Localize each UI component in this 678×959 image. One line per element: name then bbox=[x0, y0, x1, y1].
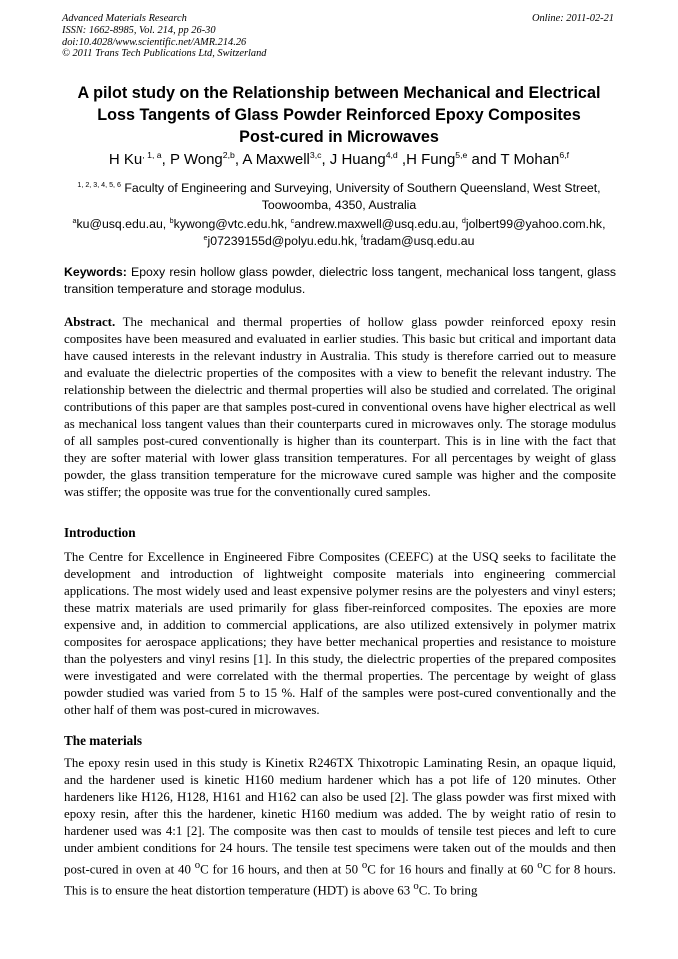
degree-mark: o bbox=[537, 859, 543, 871]
email-address: kywong@vtc.edu.hk, bbox=[173, 217, 291, 231]
degree-mark: o bbox=[194, 859, 201, 871]
materials-text: C for 16 hours, and then at 50 bbox=[200, 862, 362, 877]
email-address: j07239155d@polyu.edu.hk, bbox=[207, 234, 361, 248]
author-affiliation-mark: , 1, a bbox=[142, 150, 162, 160]
author-affiliation-mark: 2,b bbox=[222, 150, 235, 160]
degree-mark: o bbox=[413, 880, 419, 893]
abstract bbox=[64, 314, 616, 501]
materials-text: C for 8 hours. This is to ensure the heat distortion temperature (HDT) is above 63 bbox=[64, 862, 616, 898]
affiliation-line: Faculty of Engineering and Surveying, University of Southern Queensland, West Street, bbox=[120, 181, 601, 195]
introduction-paragraph: The Centre for Excellence in Engineered Fibre Composites (CEEFC) at the USQ seeks to facilitate the development and introduction of lightweight composite materials into engineering commercial applications. The most widely used and least expensive polymer resins are the polyesters and vinyl esters; these matrix materials are used primarily for glass fiber-reinforced composites. The epoxies are more expensive and, in addition to commercial applications, are also utilized extensively in polymer matrix composites for aerospace applications; they have better mechanical properties and resistance to moisture than the polyesters and vinyl resins [1]. In this study, the dielectric properties of the prepared composites were investigated and were correlated with the thermal properties. The percentage by weight of glass powder studied was varied from 5 to 15 %. Half of the samples were post-cured conventionally and the other half of them was post-cured in microwaves. bbox=[64, 550, 616, 717]
paper-title bbox=[54, 82, 624, 148]
online-date: Online: 2011-02-21 bbox=[531, 13, 614, 24]
materials-text: The epoxy resin used in this study is Kinetix R246TX Thixotropic Laminating Resin, an opaque liquid, and the hardener used is kinetic H160 medium hardener which has a pot life of 120 minutes. Other hardeners like H126, H128, H161 and H162 can also be used [2]. The glass powder was first mixed with epoxy resin, after this the hardener, kinetic H160 medium was added. The by weight ratio of resin to hardener used was 4:1 [2]. The composite was then cast to moulds of tensile test pieces and left to cure under ambient conditions for 24 hours. The tensile test specimens were taken out of the moulds and then post-cured in oven at 40 bbox=[64, 756, 616, 877]
author-name: , A Maxwell bbox=[234, 151, 310, 168]
email-address: ku@usq.edu.au, bbox=[76, 217, 170, 231]
author-affiliation-mark: 6,f bbox=[559, 150, 570, 160]
title-line: A pilot study on the Relationship between Mechanical and Electrical bbox=[77, 84, 601, 102]
materials-text: C. To bring bbox=[418, 883, 478, 898]
affiliation-line: Toowoomba, 4350, Australia bbox=[261, 198, 417, 212]
email-mark: d bbox=[461, 216, 466, 225]
author-affiliation-mark: 5,e bbox=[455, 150, 468, 160]
affiliation-mark: 1, 2, 3, 4, 5, 6 bbox=[77, 180, 121, 189]
author-name: H Ku bbox=[108, 151, 143, 168]
author-affiliation-mark: 4,d bbox=[385, 150, 398, 160]
email-address: tradam@usq.edu.au bbox=[362, 234, 475, 248]
author-affiliation-mark: 3,c bbox=[309, 150, 322, 160]
email-address: andrew.maxwell@usq.edu.au, bbox=[294, 217, 462, 231]
materials-text: C for 16 hours and finally at 60 bbox=[367, 862, 538, 877]
degree-mark: o bbox=[361, 859, 368, 871]
author-name: , P Wong bbox=[161, 151, 223, 168]
author-name: ,H Fung bbox=[397, 151, 456, 168]
email-mark: a bbox=[72, 216, 77, 225]
title-line: Loss Tangents of Glass Powder Reinforced Epoxy Composites bbox=[97, 106, 581, 124]
journal-header bbox=[62, 13, 614, 60]
author-list bbox=[40, 150, 638, 170]
keywords-label: Keywords: bbox=[64, 265, 127, 279]
email-address: jolbert99@yahoo.com.hk, bbox=[465, 217, 606, 231]
author-name: and T Mohan bbox=[467, 151, 560, 168]
abstract-label: Abstract. bbox=[64, 315, 116, 329]
email-mark: c bbox=[290, 216, 295, 225]
journal-issn: ISSN: 1662-8985, Vol. 214, pp 26-30 bbox=[62, 24, 216, 36]
section-heading-materials: The materials bbox=[64, 733, 143, 748]
journal-name: Advanced Materials Research bbox=[62, 13, 187, 24]
keywords bbox=[64, 264, 616, 298]
keywords-text: Epoxy resin hollow glass powder, dielectric loss tangent, mechanical loss tangent, glass transition temperature and storage modulus. bbox=[64, 265, 616, 296]
email-mark: e bbox=[203, 233, 208, 242]
materials-paragraph bbox=[64, 755, 616, 900]
section-heading-introduction: Introduction bbox=[64, 525, 136, 540]
affiliation bbox=[52, 180, 626, 214]
email-mark: b bbox=[169, 216, 174, 225]
email-list bbox=[52, 216, 626, 250]
author-name: , J Huang bbox=[321, 151, 386, 168]
journal-doi: doi:10.4028/www.scientific.net/AMR.214.26 bbox=[62, 36, 247, 48]
journal-copyright: © 2011 Trans Tech Publications Ltd, Switzerland bbox=[62, 48, 267, 60]
abstract-text: The mechanical and thermal properties of hollow glass powder reinforced epoxy resin composites have been measured and evaluated in earlier studies. This basic but critical and important data have caused interests in the relevant industry in Australia. This study is therefore carried out to measure and evaluate the dielectric properties of the composites with a view to benefit the relevant industry. The relationship between the dielectric and thermal properties will also be studied and correlated. The original contributions of this paper are that samples post-cured in conventional ovens have higher electrical as well as mechanical loss tangent values than their counterparts cured in microwaves only. The storage modulus of all samples post-cured conventionally is higher than its counterpart. This is in line with the fact that they are softer material with lower glass transition temperatures. For all percentages by weight of glass powder, the glass transition temperature for the microwave cured sample was higher and the composite was stiffer; the opposite was true for the conventionally cured samples. bbox=[64, 315, 616, 499]
email-mark: f bbox=[360, 233, 363, 242]
title-line: Post-cured in Microwaves bbox=[239, 128, 439, 146]
